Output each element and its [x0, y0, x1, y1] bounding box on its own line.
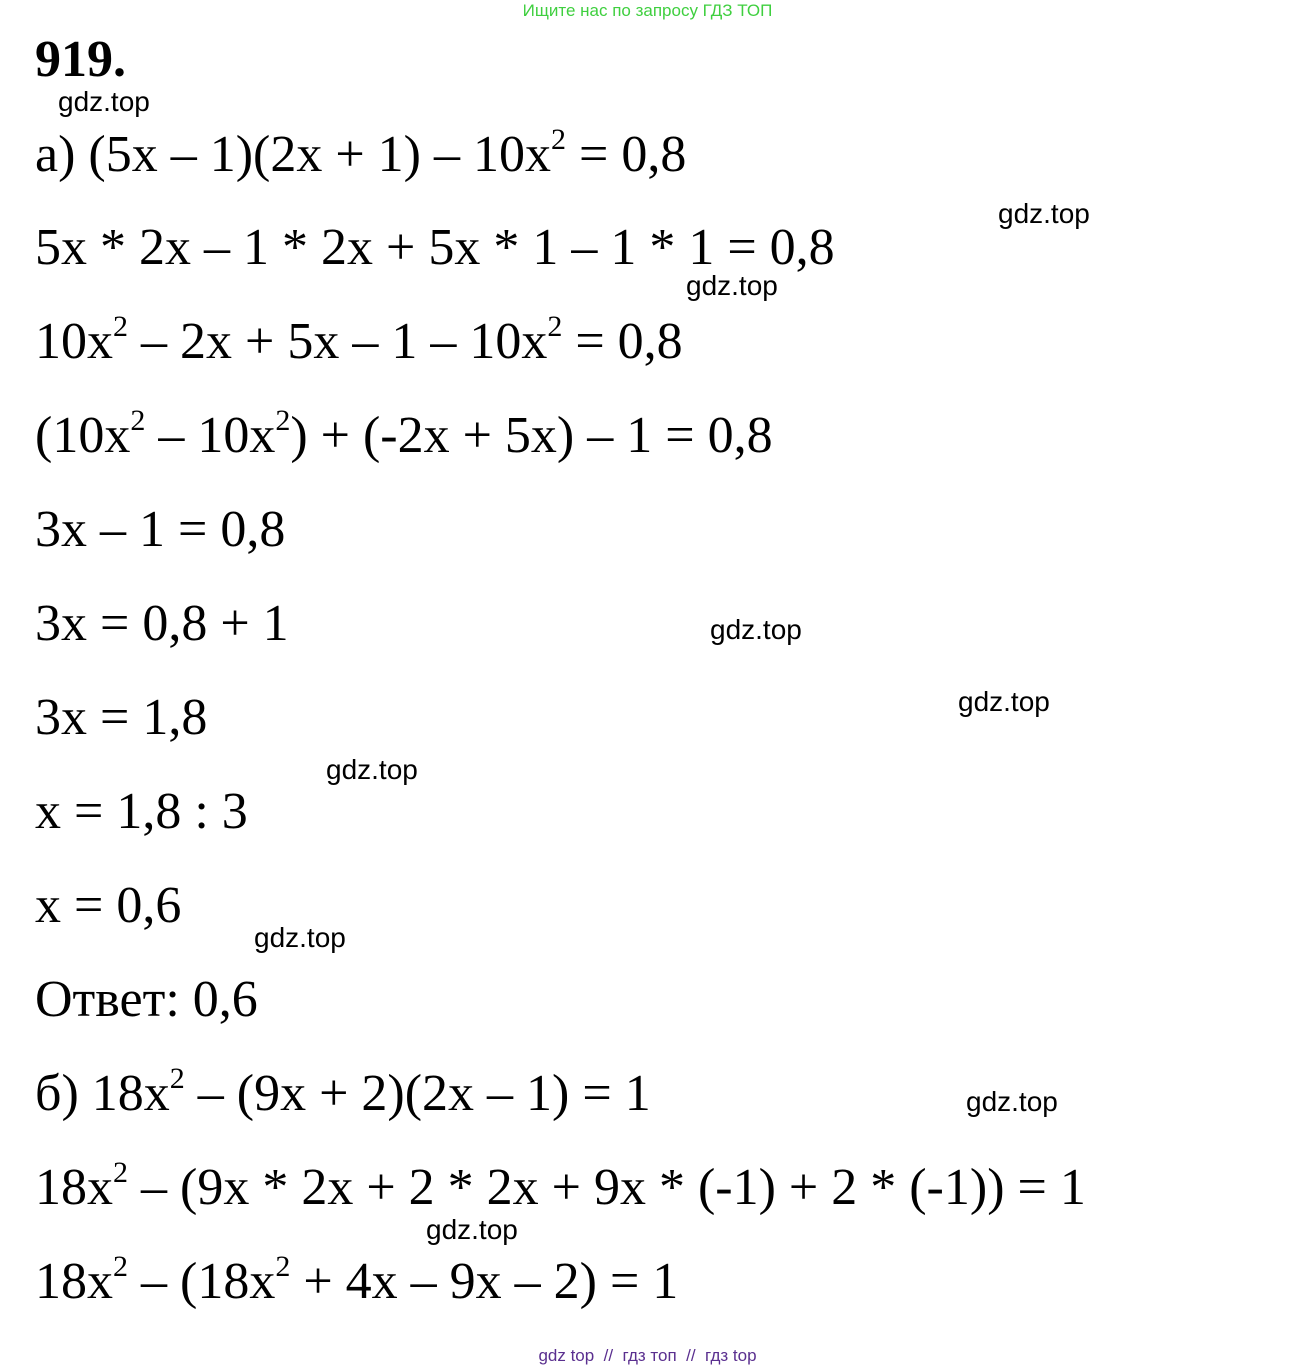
solution-line-b-expand: $18x^2 - (9x * 2x + 2 * 2x + 9x * (-1) + 2 * (-1)) = 1$ [35, 1156, 1086, 1216]
task-number: 919. [35, 31, 126, 88]
search-banner: Ищите нас по запросу ГДЗ ТОП [522, 1, 773, 20]
watermark: gdz.top [710, 614, 802, 645]
watermark: gdz.top [58, 86, 150, 117]
watermark: gdz.top [326, 754, 418, 785]
watermark: gdz.top [686, 270, 778, 301]
watermark: gdz.top [958, 686, 1050, 717]
solution-line-simplify: 3x – 1 = 0,8 [35, 501, 286, 558]
answer-line: Ответ: 0,6 [35, 971, 258, 1028]
solution-line-result: x = 0,6 [35, 877, 182, 934]
solution-line-expand: 5x * 2x – 1 * 2x + 5x * 1 – 1 * 1 = 0,8 [35, 219, 835, 276]
watermark: gdz.top [998, 198, 1090, 229]
solution-line-group: $(10x^2 - 10x^2) + (-2x + 5x) - 1 = 0,8$ [35, 404, 773, 464]
solution-line-b-multiply: $18x^2 - (18x^2 + 4x - 9x - 2) = 1$ [35, 1250, 679, 1310]
solution-line-b-equation: б) $18x^2 - (9x + 2)(2x - 1) = 1$ [35, 1062, 651, 1122]
footer-links: gdz top // гдз топ // гдз top [538, 1346, 757, 1365]
watermark: gdz.top [966, 1086, 1058, 1117]
solution-line-a-equation: а) $(5x - 1)(2x + 1) - 10x^2 = 0,8$ [35, 123, 687, 183]
watermark: gdz.top [426, 1214, 518, 1245]
solution-line-sum: 3x = 1,8 [35, 689, 208, 746]
solution-line-move: 3x = 0,8 + 1 [35, 595, 289, 652]
watermark: gdz.top [254, 922, 346, 953]
solution-line-divide: x = 1,8 : 3 [35, 783, 248, 840]
solution-line-multiply: $10x^2 - 2x + 5x - 1 - 10x^2 = 0,8$ [35, 310, 683, 370]
